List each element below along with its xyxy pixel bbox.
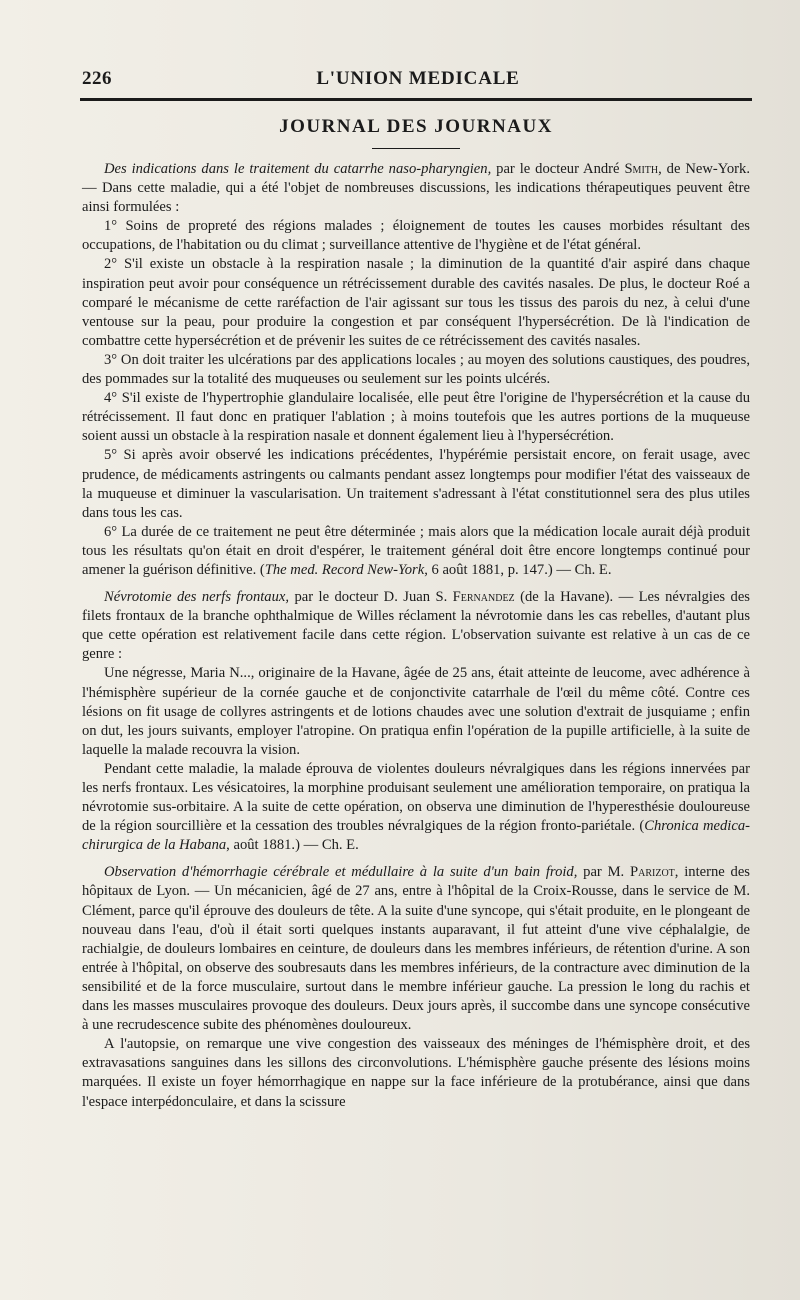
paragraph: 2° S'il existe un obstacle à la respiration nasale ; la diminution de la quantité d'air aspiré dans chaque inspiration peut avoir pour conséquence un rétrécissement durable des cavités nasales. De plus, le docteur Roé a comparé le mécanisme de cette raréfaction de l'air agissant sur tous les tissus des parois du nez, à celui d'une ventouse sur la peau, pour produire la congestion et par conséquent l'hypersécrétion. De là l'indication de combattre cette hypersécrétion et de prévenir les suites de ce rétrécissement des cavités nasales. — [82, 256, 750, 349]
title-rule — [372, 148, 460, 149]
article-intro — [82, 160, 750, 217]
citation-tail: , août 1881.) — Ch. E. — [226, 837, 359, 854]
paragraph: 4° S'il existe de l'hypertrophie glandulaire localisée, elle peut être l'origine de l'hypersécrétion et la cause du rétrécissement. Il faut donc en pratiquer l'ablation ; à moins toutefois que les autres portions de la muqueuse soient aussi un obstacle à la respiration nasale et donnent également lieu à l'hypersécrétion. — [82, 390, 750, 445]
paragraph-text: 6° La durée de ce traitement ne peut être déterminée ; mais alors que la médication locale aurait déjà produit tous les résultats qu'on était en droit d'espérer, le traitement général doit être encore longtemps continué pour amener la guérison définitive. ( — [82, 523, 750, 578]
article-body — [82, 160, 750, 1112]
article-intro-text: (de la Havane). — Les névralgies des filets frontaux de la branche ophthalmique de Willes réclament la névrotomie dans les cas rebelles, d'autant plus que cette opération est relativement facile dans cette région. L'observation suivante est relative à un cas de ce genre : — [82, 589, 750, 663]
paragraph — [82, 523, 750, 580]
section-title: JOURNAL DES JOURNAUX — [279, 116, 553, 137]
source-citation: The med. Record New-York — [264, 561, 425, 578]
citation-tail: , 6 août 1881, p. 147.) — Ch. E. — [424, 561, 612, 578]
paragraph: A l'autopsie, on remarque une vive congestion des vaisseaux des méninges de l'hémisphère droit, et des extravasations sanguines dans les sillons des circonvolutions. L'hémisphère gauche présente des lésions moins marquées. Il existe un foyer hémorrhagique en nappe sur la face inférieure de la protubérance, ainsi que dans l'espace interpédonculaire, et dans la scissure — [82, 1036, 750, 1110]
article-intro-text: par le docteur André — [491, 161, 625, 177]
article-author: Parizot — [630, 864, 675, 881]
paragraph — [82, 760, 750, 855]
paragraph-text: Pendant cette maladie, la malade éprouva de violentes douleurs névralgiques dans les régions innervées par les nerfs frontaux. Les vésicatoires, la morphine produisant seulement une amélioration temporaire, on pratiqua la névrotomie sus-orbitaire. A la suite de cette opération, on observa une diminution de l'hyperesthésie douloureuse de la région sourcillière et la cessation des troubles névralgiques de la région fronto-pariétale. ( — [82, 760, 750, 835]
article-intro — [82, 588, 750, 664]
article-intro — [82, 863, 750, 1035]
article-intro-text: par le docteur D. Juan S. — [289, 589, 453, 606]
article-intro-text: , interne des hôpitaux de Lyon. — Un mécanicien, âgé de 27 ans, entre à l'hôpital de la Croix-Rousse, dans le service de M. Clément, parce qu'il éprouve des douleurs de tête. A la suite d'une syncope, qui s'était produite, en le plongeant de nouveau dans l'eau, d'où il était sorti quelques instants auparavant, il fut atteint d'une vive céphalalgie, de rachialgie, de douleurs lombaires en ceinture, de douleurs dans les membres inférieurs, de rétention d'urine. A son entrée à l'hôpital, on observe des soubresauts dans les membres inférieurs, de la contracture avec diminution de la sensibilité et de la force musculaire, surtout dans le membre inférieur gauche. La pression le long du rachis et dans les masses musculaires provoque des douleurs. Deux jours après, il succombe dans une syncope consécutive à une recrudescence subite des phénomènes douloureux. — [82, 864, 750, 1034]
paragraph: 3° On doit traiter les ulcérations par des applications locales ; au moyen des solutions caustiques, des poudres, des pommades sur la totalité des muqueuses ou seulement sur les points ulcérés. — [82, 351, 750, 388]
page-number: 226 — [82, 68, 112, 89]
header-rule — [80, 98, 752, 101]
paragraph: Une négresse, Maria N..., originaire de la Havane, âgée de 25 ans, était atteinte de leucome, avec adhérence à l'hémisphère supérieur de la cornée gauche et de conjonctivite catarrhale de l'œil du même côté. Contre ces lésions on fit usage de collyres astringents et de lotions chaudes avec une solution d'extrait de jusquiame ; enfin on dut, les jours suivants, employer l'atropine. On pratiqua enfin l'opération de la pupille artificielle, à la suite de laquelle la malade recouvra la vision. — [82, 665, 750, 758]
article-author: Smith — [624, 161, 659, 177]
article-title: Névrotomie des nerfs frontaux, — [104, 589, 290, 606]
running-head: L'UNION MEDICALE — [316, 68, 520, 89]
source-citation: Chronica medica-chirurgica de la Habana — [82, 818, 750, 854]
paragraph: 5° Si après avoir observé les indications précédentes, l'hypérémie persistait encore, on ferait usage, avec prudence, de médicaments astringents ou calmants pendant assez longtemps pour modifier l'état des vaisseaux de la muqueuse et diminuer la vascularisation. Un traitement s'adressant à l'état constitutionnel sera des plus utiles dans tous les cas. — [82, 447, 750, 521]
article-intro-text: , de New-York. — Dans cette maladie, qui a été l'objet de nombreuses discussions, les indications thérapeutiques peuvent être ainsi formulées : — [82, 161, 750, 216]
article-author: Fernandez — [452, 589, 515, 606]
paragraph: 1° Soins de propreté des régions malades ; éloignement de toutes les causes morbides résultant des occupations, de l'habitation ou du climat ; surveillance attentive de l'hygiène et de l'état général. — [82, 218, 750, 254]
article-title: Observation d'hémorrhagie cérébrale et médullaire à la suite d'un bain froid, — [104, 864, 578, 881]
page-header — [82, 62, 754, 96]
article-intro-text: par M. — [577, 864, 630, 881]
article-title: Des indications dans le traitement du catarrhe naso-pharyngien, — [104, 161, 492, 177]
